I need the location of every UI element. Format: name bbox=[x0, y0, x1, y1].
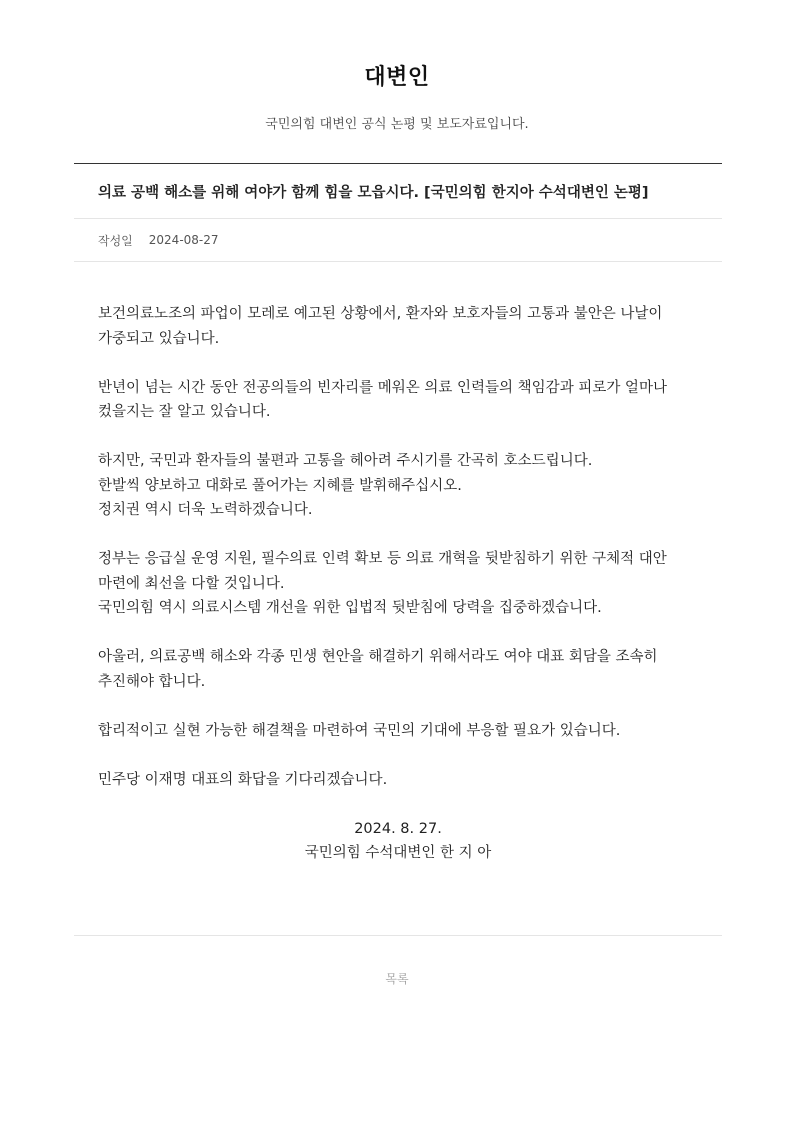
paragraph-line: 가중되고 있습니다. bbox=[98, 330, 220, 347]
paragraph-line: 하지만, 국민과 환자들의 불편과 고통을 헤아려 주시기를 간곡히 호소드립니다. bbox=[98, 453, 593, 469]
list-button[interactable]: 목록 bbox=[385, 972, 409, 986]
paragraph-line: 한발씩 양보하고 대화로 풀어가는 지혜를 발휘해주십시오. bbox=[98, 477, 462, 494]
paragraph-line: 민주당 이재명 대표의 화답을 기다리겠습니다. bbox=[98, 771, 388, 788]
post-title-row bbox=[74, 164, 722, 219]
paragraph-line: 추진해야 합니다. bbox=[98, 673, 206, 690]
post-meta bbox=[74, 219, 722, 262]
post-container bbox=[74, 163, 722, 866]
body-paragraph bbox=[98, 449, 698, 523]
body-paragraph bbox=[98, 768, 698, 793]
body-paragraph bbox=[98, 302, 698, 351]
footer-divider bbox=[74, 935, 722, 936]
body-paragraph bbox=[98, 645, 698, 694]
post-paragraphs bbox=[98, 302, 698, 792]
post-signature bbox=[98, 817, 698, 866]
paragraph-line: 아울러, 의료공백 해소와 각종 민생 현안을 해결하기 위해서라도 여야 대표 회담을 조속히 bbox=[98, 649, 658, 665]
paragraph-line: 합리적이고 실현 가능한 해결책을 마련하여 국민의 기대에 부응할 필요가 있습니다. bbox=[98, 722, 621, 739]
site-title: 대변인 bbox=[364, 65, 430, 90]
body-paragraph bbox=[98, 719, 698, 744]
paragraph-line: 정부는 응급실 운영 지원, 필수의료 인력 확보 등 의료 개혁을 뒷받침하기 위한 구체적 대안 bbox=[98, 551, 667, 567]
paragraph-line: 컸을지는 잘 알고 있습니다. bbox=[98, 404, 271, 420]
post-date: 2024-08-27 bbox=[148, 233, 219, 247]
post-body bbox=[74, 262, 722, 866]
signature-date: 2024. 8. 27. bbox=[354, 820, 442, 837]
body-paragraph bbox=[98, 547, 698, 621]
site-subtitle: 국민의힘 대변인 공식 논평 및 보도자료입니다. bbox=[265, 117, 529, 132]
post-title: 의료 공백 해소를 위해 여야가 함께 힘을 모읍시다. [국민의힘 한지아 수석대변인 논평] bbox=[98, 184, 649, 201]
signature-name: 국민의힘 수석대변인 한 지 아 bbox=[304, 845, 492, 861]
paragraph-line: 보건의료노조의 파업이 모레로 예고된 상황에서, 환자와 보호자들의 고통과 불안은 나날이 bbox=[98, 306, 663, 322]
paragraph-line: 국민의힘 역시 의료시스템 개선을 위한 입법적 뒷받침에 당력을 집중하겠습니다. bbox=[98, 600, 602, 616]
body-paragraph bbox=[98, 376, 698, 425]
paragraph-line: 마련에 최선을 다할 것입니다. bbox=[98, 575, 285, 592]
paragraph-line: 정치권 역시 더욱 노력하겠습니다. bbox=[98, 502, 313, 518]
page-header bbox=[0, 0, 794, 132]
paragraph-line: 반년이 넘는 시간 동안 전공의들의 빈자리를 메워온 의료 인력들의 책임감과 피로가 얼마나 bbox=[98, 379, 667, 396]
date-label: 작성일 bbox=[98, 233, 133, 248]
